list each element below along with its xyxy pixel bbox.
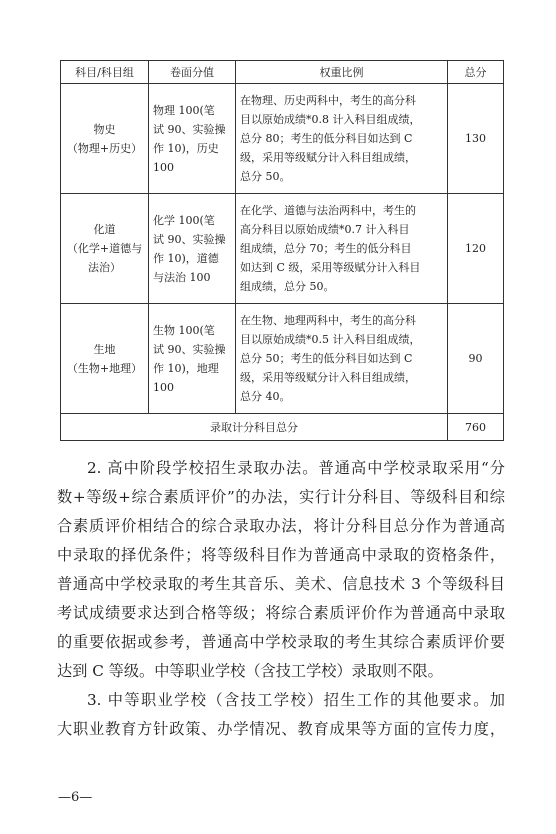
total-cell: 90 <box>448 304 504 414</box>
score-line: 作 10)，历史 <box>153 141 219 155</box>
header-total: 总分 <box>448 61 504 84</box>
score-line: 100 <box>153 160 174 174</box>
text-line: 数+等级+综合素质评价”的办法，实行计分科目、等级科目和综 <box>57 488 505 506</box>
subject-detail: （生物+地理） <box>66 361 143 375</box>
score-line: 物理 100(笔 <box>153 103 215 117</box>
table-row <box>61 304 504 414</box>
paragraph-vocational-requirements <box>57 686 505 744</box>
weight-line: 高分科目以原始成绩*0.7 计入科目 <box>240 223 410 236</box>
weight-line: 目以原始成绩*0.5 计入科目组成绩， <box>240 333 421 346</box>
header-subject: 科目/科目组 <box>61 61 149 84</box>
weight-line: 总分 50。 <box>240 170 291 183</box>
text-line: 达到 C 等级。中等职业学校（含技工学校）录取则不限。 <box>57 662 443 680</box>
text-line: 3. 中等职业学校（含技工学校）招生工作的其他要求。加 <box>87 691 505 709</box>
weight-line: 总分 50；考生的低分科目如达到 C <box>240 352 413 365</box>
subject-score-table <box>60 60 504 441</box>
weight-line: 目以原始成绩*0.8 计入科目组成绩， <box>240 113 421 126</box>
subject-name: 物史 <box>93 122 116 136</box>
score-line: 试 90、实验操 <box>153 232 226 246</box>
table-row <box>61 194 504 304</box>
subject-name: 生地 <box>93 342 116 356</box>
score-line: 100 <box>153 380 174 394</box>
footer-total: 760 <box>448 414 504 441</box>
subject-cell <box>61 84 149 194</box>
footer-label: 录取计分科目总分 <box>61 414 448 441</box>
text-line: 合素质评价相结合的综合录取办法，将计分科目总分作为普通高 <box>57 517 505 535</box>
score-cell <box>149 84 236 194</box>
weight-line: 级，采用等级赋分计入科目组成绩， <box>240 151 416 164</box>
text-line: 2. 高中阶段学校招生录取办法。普通高中学校录取采用“分 <box>87 459 505 477</box>
subject-cell <box>61 194 149 304</box>
weight-line: 在化学、道德与法治两科中，考生的 <box>240 204 416 217</box>
weight-line: 如达到 C 级，采用等级赋分计入科目 <box>240 261 421 274</box>
score-line: 试 90、实验操 <box>153 122 226 136</box>
total-cell: 120 <box>448 194 504 304</box>
score-line: 与法治 100 <box>153 270 211 284</box>
weight-line: 总分 40。 <box>240 390 291 403</box>
weight-line: 组成绩，总分 50。 <box>240 280 335 293</box>
score-cell <box>149 304 236 414</box>
subject-detail: （化学+道德与法治） <box>66 242 143 274</box>
text-line: 的重要依据或参考，普通高中学校录取的考生其综合素质评价要 <box>57 633 505 651</box>
score-line: 化学 100(笔 <box>153 213 215 227</box>
weight-cell <box>236 84 448 194</box>
score-line: 生物 100(笔 <box>153 323 215 337</box>
weight-line: 级，采用等级赋分计入科目组成绩， <box>240 371 416 384</box>
table-row <box>61 84 504 194</box>
weight-line: 组成绩，总分 70；考生的低分科目 <box>240 242 412 255</box>
text-line: 考试成绩要求达到合格等级；将综合素质评价作为普通高中录取 <box>57 604 505 622</box>
score-line: 作 10)，地理 <box>153 361 219 375</box>
table-footer-row <box>61 414 504 441</box>
weight-line: 在生物、地理两科中，考生的高分科 <box>240 314 416 327</box>
header-weight: 权重比例 <box>236 61 448 84</box>
subject-name: 化道 <box>93 223 116 236</box>
table-header-row <box>61 61 504 84</box>
header-score: 卷面分值 <box>149 61 236 84</box>
paragraph-admission-method <box>57 454 505 686</box>
text-line: 中录取的择优条件；将等级科目作为普通高中录取的资格条件， <box>57 546 505 564</box>
weight-cell <box>236 304 448 414</box>
text-line: 普通高中学校录取的考生其音乐、美术、信息技术 3 个等级科目 <box>57 575 505 593</box>
score-cell <box>149 194 236 304</box>
page-number: —6— <box>58 790 93 805</box>
weight-line: 总分 80；考生的低分科目如达到 C <box>240 132 413 145</box>
weight-cell <box>236 194 448 304</box>
score-line: 作 10)，道德 <box>153 251 219 265</box>
text-line: 大职业教育方针政策、办学情况、教育成果等方面的宣传力度， <box>57 720 505 738</box>
total-cell: 130 <box>448 84 504 194</box>
score-line: 试 90、实验操 <box>153 342 226 356</box>
weight-line: 在物理、历史两科中，考生的高分科 <box>240 94 416 107</box>
subject-detail: （物理+历史） <box>66 141 143 155</box>
subject-cell <box>61 304 149 414</box>
